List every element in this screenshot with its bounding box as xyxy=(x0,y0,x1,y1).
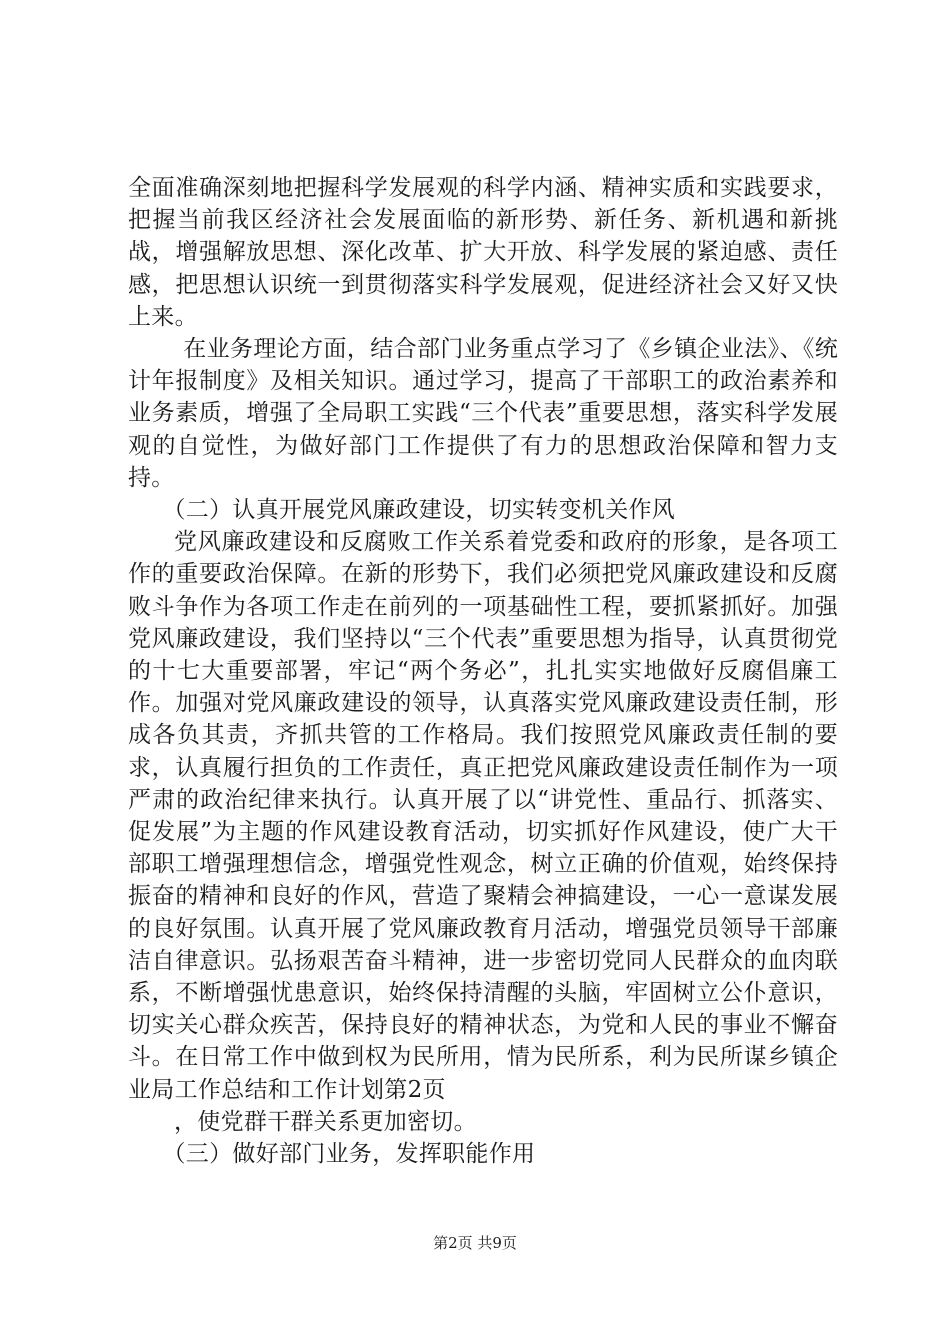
section-heading-department-business: （三）做好部门业务，发挥职能作用 xyxy=(162,1141,536,1168)
paragraph-relations: ，使党群干群关系更加密切。 xyxy=(174,1108,477,1135)
document-body xyxy=(128,172,838,1170)
paragraph-study-scientific-development: 全面准确深刻地把握科学发展观的科学内涵、精神实质和实践要求，把握当前我区经济社会发展面临的新形势、新任务、新机遇和新挑战，增强解放思想、深化改革、扩大开放、科学发展的紧迫感、责任感，把思想认识统一到贯彻落实科学发展观，促进经济社会又好又快上来。 xyxy=(128,175,838,330)
page-number-footer: 第2页 共9页 xyxy=(433,1234,517,1252)
section-heading-party-conduct: （二）认真开展党风廉政建设，切实转变机关作风 xyxy=(162,497,676,524)
paragraph-party-conduct: 党风廉政建设和反腐败工作关系着党委和政府的形象，是各项工作的重要政治保障。在新的形势下，我们必须把党风廉政建设和反腐败斗争作为各项工作走在前列的一项基础性工程，要抓紧抓好。加强党风廉政建设，我们坚持以“三个代表”重要思想为指导，认真贯彻党的十七大重要部署，牢记“两个务必”，扎扎实实地做好反腐倡廉工作。加强对党风廉政建设的领导，认真落实党风廉政建设责任制，形成各负其责，齐抓共管的工作格局。我们按照党风廉政责任制的要求，认真履行担负的工作责任，真正把党风廉政建设责任制作为一项严肃的政治纪律来执行。认真开展了以“讲党性、重品行、抓落实、促发展”为主题的作风建设教育活动，切实抓好作风建设，使广大干部职工增强理想信念，增强党性观念，树立正确的价值观，始终保持振奋的精神和良好的作风，营造了聚精会神搞建设，一心一意谋发展的良好氛围。认真开展了党风廉政教育月活动，增强党员领导干部廉洁自律意识。弘扬艰苦奋斗精神，进一步密切党同人民群众的血肉联系，不断增强忧患意识，始终保持清醒的头脑，牢固树立公仆意识，切实关心群众疾苦，保持良好的精神状态，为党和人民的事业不懈奋斗。在日常工作中做到权为民所用，情为民所系，利为民所谋乡镇企业局工作总结和工作计划第2页 xyxy=(128,529,838,1103)
paragraph-business-theory: 在业务理论方面，结合部门业务重点学习了《乡镇企业法》、《统计年报制度》及相关知识。通过学习，提高了干部职工的政治素养和业务素质，增强了全局职工实践“三个代表”重要思想，落实科学发展观的自觉性，为做好部门工作提供了有力的思想政治保障和智力支持。 xyxy=(128,336,838,491)
